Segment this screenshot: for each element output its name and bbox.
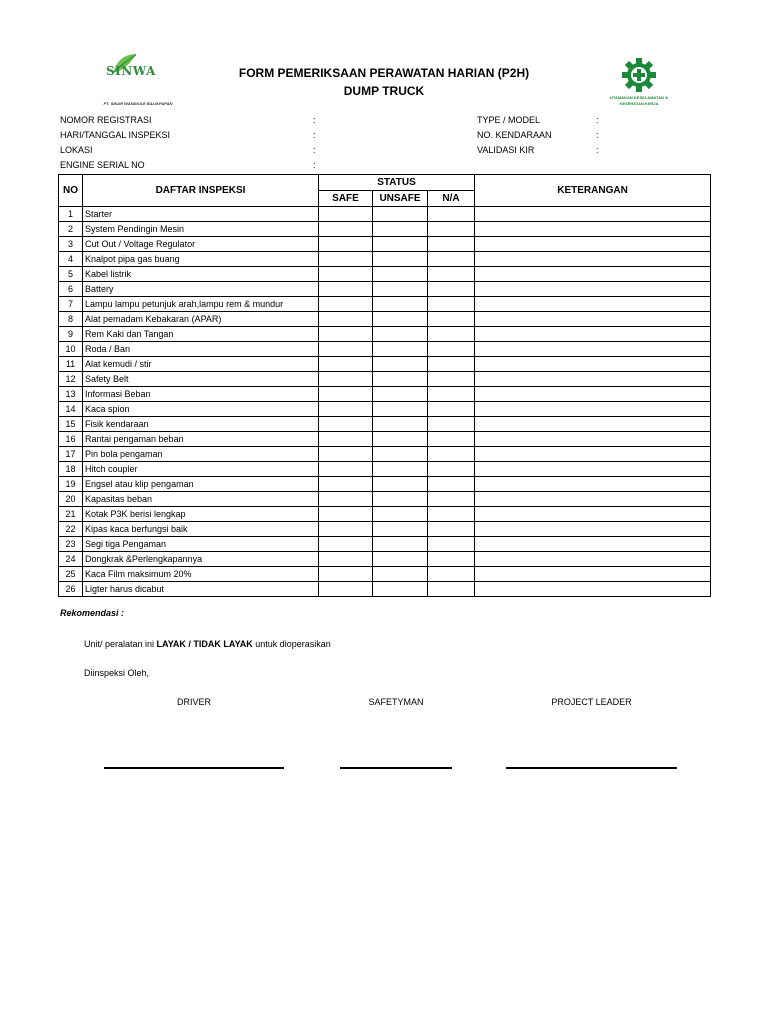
row-na-cell[interactable] [428,387,475,402]
statement-suffix: untuk dioperasikan [252,639,331,649]
row-safe-cell[interactable] [319,417,373,432]
row-na-cell[interactable] [428,312,475,327]
row-inspection-item: Kipas kaca berfungsi baik [83,522,319,537]
row-unsafe-cell[interactable] [373,507,428,522]
row-na-cell[interactable] [428,342,475,357]
row-number: 9 [59,327,83,342]
k3-gear-cross-icon [622,58,656,92]
table-row [59,387,711,402]
row-unsafe-cell[interactable] [373,312,428,327]
signature-label-driver: DRIVER [176,697,211,707]
row-remarks-cell[interactable] [475,552,711,567]
registration-number-label: NOMOR REGISTRASI [60,115,152,125]
row-unsafe-cell[interactable] [373,537,428,552]
row-inspection-item: Rem Kaki dan Tangan [83,327,319,342]
row-na-cell[interactable] [428,462,475,477]
engine-serial-label: ENGINE SERIAL NO [60,160,145,170]
row-na-cell[interactable] [428,222,475,237]
table-row [59,312,711,327]
row-remarks-cell[interactable] [475,282,711,297]
row-safe-cell[interactable] [319,252,373,267]
table-row [59,357,711,372]
row-inspection-item: Informasi Beban [83,387,319,402]
inspection-table [58,174,711,597]
header-inspection-list: DAFTAR INSPEKSI [83,175,319,207]
row-remarks-cell[interactable] [475,522,711,537]
row-na-cell[interactable] [428,567,475,582]
row-inspection-item: Kapasitas beban [83,492,319,507]
row-unsafe-cell[interactable] [373,402,428,417]
row-inspection-item: Starter [83,207,319,222]
row-number: 1 [59,207,83,222]
table-row [59,207,711,222]
row-remarks-cell[interactable] [475,267,711,282]
header-remarks: KETERANGAN [475,175,711,207]
row-unsafe-cell[interactable] [373,567,428,582]
statement-prefix: Unit/ peralatan ini [84,639,157,649]
row-inspection-item: Ligter harus dicabut [83,582,319,597]
table-row [59,492,711,507]
row-unsafe-cell[interactable] [373,282,428,297]
type-model-label: TYPE / MODEL [477,115,541,125]
kir-validation-colon: : [596,145,599,155]
kir-validation-label: VALIDASI KIR [477,145,535,155]
row-remarks-cell[interactable] [475,432,711,447]
row-inspection-item: Segi tiga Pengaman [83,537,319,552]
location-colon: : [313,145,316,155]
row-safe-cell[interactable] [319,552,373,567]
row-remarks-cell[interactable] [475,447,711,462]
table-row [59,462,711,477]
engine-serial-colon: : [313,160,316,170]
row-safe-cell[interactable] [319,522,373,537]
row-inspection-item: Pin bola pengaman [83,447,319,462]
row-unsafe-cell[interactable] [373,237,428,252]
row-safe-cell[interactable] [319,462,373,477]
row-number: 16 [59,432,83,447]
row-unsafe-cell[interactable] [373,552,428,567]
table-row [59,327,711,342]
row-inspection-item: Hitch coupler [83,462,319,477]
table-row [59,477,711,492]
row-na-cell[interactable] [428,327,475,342]
table-row [59,237,711,252]
row-safe-cell[interactable] [319,567,373,582]
row-inspection-item: Kaca Film maksimum 20% [83,567,319,582]
row-number: 13 [59,387,83,402]
row-remarks-cell[interactable] [475,462,711,477]
header-status: STATUS [319,175,475,191]
logo-company-name: PT. SINAR WANDIOLE BALIKPAPAN [103,101,173,106]
row-number: 2 [59,222,83,237]
signature-line-driver[interactable] [104,767,284,769]
company-logo [88,50,188,110]
row-na-cell[interactable] [428,537,475,552]
row-safe-cell[interactable] [319,492,373,507]
signature-label-safetyman: SAFETYMAN [368,697,424,707]
row-safe-cell[interactable] [319,312,373,327]
row-remarks-cell[interactable] [475,492,711,507]
table-row [59,552,711,567]
row-unsafe-cell[interactable] [373,417,428,432]
table-row [59,222,711,237]
row-remarks-cell[interactable] [475,327,711,342]
row-na-cell[interactable] [428,507,475,522]
table-row [59,432,711,447]
row-safe-cell[interactable] [319,342,373,357]
recommendation-label: Rekomendasi : [60,608,125,618]
row-number: 25 [59,567,83,582]
row-inspection-item: Kotak P3K berisi lengkap [83,507,319,522]
row-remarks-cell[interactable] [475,417,711,432]
row-remarks-cell[interactable] [475,342,711,357]
row-remarks-cell[interactable] [475,252,711,267]
row-safe-cell[interactable] [319,237,373,252]
table-row [59,267,711,282]
row-number: 12 [59,372,83,387]
header-no: NO [59,175,83,207]
signature-line-safetyman[interactable] [340,767,452,769]
row-unsafe-cell[interactable] [373,462,428,477]
row-remarks-cell[interactable] [475,477,711,492]
row-inspection-item: Kabel listrik [83,267,319,282]
row-remarks-cell[interactable] [475,582,711,597]
row-remarks-cell[interactable] [475,222,711,237]
row-remarks-cell[interactable] [475,387,711,402]
row-number: 22 [59,522,83,537]
row-remarks-cell[interactable] [475,567,711,582]
row-inspection-item: Battery [83,282,319,297]
k3-logo [598,56,680,112]
row-number: 14 [59,402,83,417]
inspection-date-label: HARI/TANGGAL INSPEKSI [60,130,171,140]
row-na-cell[interactable] [428,252,475,267]
table-row [59,252,711,267]
row-number: 15 [59,417,83,432]
vehicle-number-colon: : [596,130,599,140]
row-unsafe-cell[interactable] [373,387,428,402]
row-na-cell[interactable] [428,267,475,282]
row-number: 18 [59,462,83,477]
row-safe-cell[interactable] [319,327,373,342]
row-safe-cell[interactable] [319,507,373,522]
row-unsafe-cell[interactable] [373,207,428,222]
row-safe-cell[interactable] [319,207,373,222]
row-safe-cell[interactable] [319,432,373,447]
logo-brand-text: SINWA [106,64,156,78]
row-number: 10 [59,342,83,357]
table-row [59,282,711,297]
row-safe-cell[interactable] [319,372,373,387]
signature-label-project-leader: PROJECT LEADER [551,697,632,707]
row-safe-cell[interactable] [319,582,373,597]
row-inspection-item: Alat kemudi / stir [83,357,319,372]
row-number: 20 [59,492,83,507]
row-remarks-cell[interactable] [475,357,711,372]
row-number: 7 [59,297,83,312]
row-number: 4 [59,252,83,267]
row-na-cell[interactable] [428,492,475,507]
row-unsafe-cell[interactable] [373,297,428,312]
row-na-cell[interactable] [428,282,475,297]
table-row [59,372,711,387]
row-safe-cell[interactable] [319,222,373,237]
row-na-cell[interactable] [428,372,475,387]
row-inspection-item: Roda / Ban [83,342,319,357]
row-remarks-cell[interactable] [475,537,711,552]
k3-motto: UTAMAKAN KESELAMATAN & KESEHATAN KERJA [610,95,668,106]
row-safe-cell[interactable] [319,537,373,552]
inspection-date-colon: : [313,130,316,140]
header-na: N/A [428,191,475,207]
location-label: LOKASI [60,145,93,155]
feasibility-options[interactable]: LAYAK / TIDAK LAYAK [156,639,253,649]
row-remarks-cell[interactable] [475,372,711,387]
row-na-cell[interactable] [428,357,475,372]
row-number: 3 [59,237,83,252]
row-unsafe-cell[interactable] [373,477,428,492]
table-row [59,417,711,432]
table-row [59,402,711,417]
row-na-cell[interactable] [428,402,475,417]
row-remarks-cell[interactable] [475,207,711,222]
row-remarks-cell[interactable] [475,297,711,312]
registration-number-colon: : [313,115,316,125]
row-number: 26 [59,582,83,597]
header-safe: SAFE [319,191,373,207]
row-na-cell[interactable] [428,297,475,312]
row-number: 5 [59,267,83,282]
table-row [59,297,711,312]
table-row [59,567,711,582]
row-safe-cell[interactable] [319,402,373,417]
row-unsafe-cell[interactable] [373,342,428,357]
row-inspection-item: Dongkrak &Perlengkapannya [83,552,319,567]
row-na-cell[interactable] [428,447,475,462]
row-na-cell[interactable] [428,552,475,567]
table-row [59,342,711,357]
row-inspection-item: Fisik kendaraan [83,417,319,432]
row-inspection-item: Rantai pengaman beban [83,432,319,447]
row-number: 23 [59,537,83,552]
row-na-cell[interactable] [428,582,475,597]
row-unsafe-cell[interactable] [373,357,428,372]
row-number: 6 [59,282,83,297]
feasibility-statement [84,639,331,649]
row-number: 19 [59,477,83,492]
row-inspection-item: Alat pemadam Kebakaran (APAR) [83,312,319,327]
row-number: 21 [59,507,83,522]
row-remarks-cell[interactable] [475,312,711,327]
row-unsafe-cell[interactable] [373,222,428,237]
row-number: 11 [59,357,83,372]
row-unsafe-cell[interactable] [373,327,428,342]
table-row [59,507,711,522]
row-na-cell[interactable] [428,522,475,537]
type-model-colon: : [596,115,599,125]
row-remarks-cell[interactable] [475,507,711,522]
row-unsafe-cell[interactable] [373,372,428,387]
row-number: 17 [59,447,83,462]
row-inspection-item: Engsel atau klip pengaman [83,477,319,492]
row-inspection-item: Lampu lampu petunjuk arah,lampu rem & mundur [83,297,319,312]
inspected-by-label: Diinspeksi Oleh, [84,668,150,678]
row-na-cell[interactable] [428,237,475,252]
row-unsafe-cell[interactable] [373,252,428,267]
row-safe-cell[interactable] [319,267,373,282]
vehicle-number-label: NO. KENDARAAN [477,130,552,140]
row-safe-cell[interactable] [319,357,373,372]
signature-line-project-leader[interactable] [506,767,677,769]
row-unsafe-cell[interactable] [373,267,428,282]
header-unsafe: UNSAFE [373,191,428,207]
row-inspection-item: Kaca spion [83,402,319,417]
row-inspection-item: System Pendingin Mesin [83,222,319,237]
row-inspection-item: Safety Belt [83,372,319,387]
table-row [59,582,711,597]
row-na-cell[interactable] [428,477,475,492]
row-na-cell[interactable] [428,432,475,447]
row-number: 24 [59,552,83,567]
table-row [59,537,711,552]
row-safe-cell[interactable] [319,477,373,492]
row-na-cell[interactable] [428,417,475,432]
row-number: 8 [59,312,83,327]
row-unsafe-cell[interactable] [373,522,428,537]
form-subtitle: DUMP TRUCK [343,84,425,98]
form-title: FORM PEMERIKSAAN PERAWATAN HARIAN (P2H) [238,66,530,80]
row-remarks-cell[interactable] [475,237,711,252]
row-unsafe-cell[interactable] [373,492,428,507]
row-inspection-item: Cut Out / Voltage Regulator [83,237,319,252]
row-unsafe-cell[interactable] [373,582,428,597]
row-inspection-item: Knalpot pipa gas buang [83,252,319,267]
row-unsafe-cell[interactable] [373,447,428,462]
row-safe-cell[interactable] [319,447,373,462]
row-safe-cell[interactable] [319,387,373,402]
row-unsafe-cell[interactable] [373,432,428,447]
row-remarks-cell[interactable] [475,402,711,417]
row-na-cell[interactable] [428,207,475,222]
row-safe-cell[interactable] [319,297,373,312]
table-row [59,447,711,462]
table-row [59,522,711,537]
row-safe-cell[interactable] [319,282,373,297]
